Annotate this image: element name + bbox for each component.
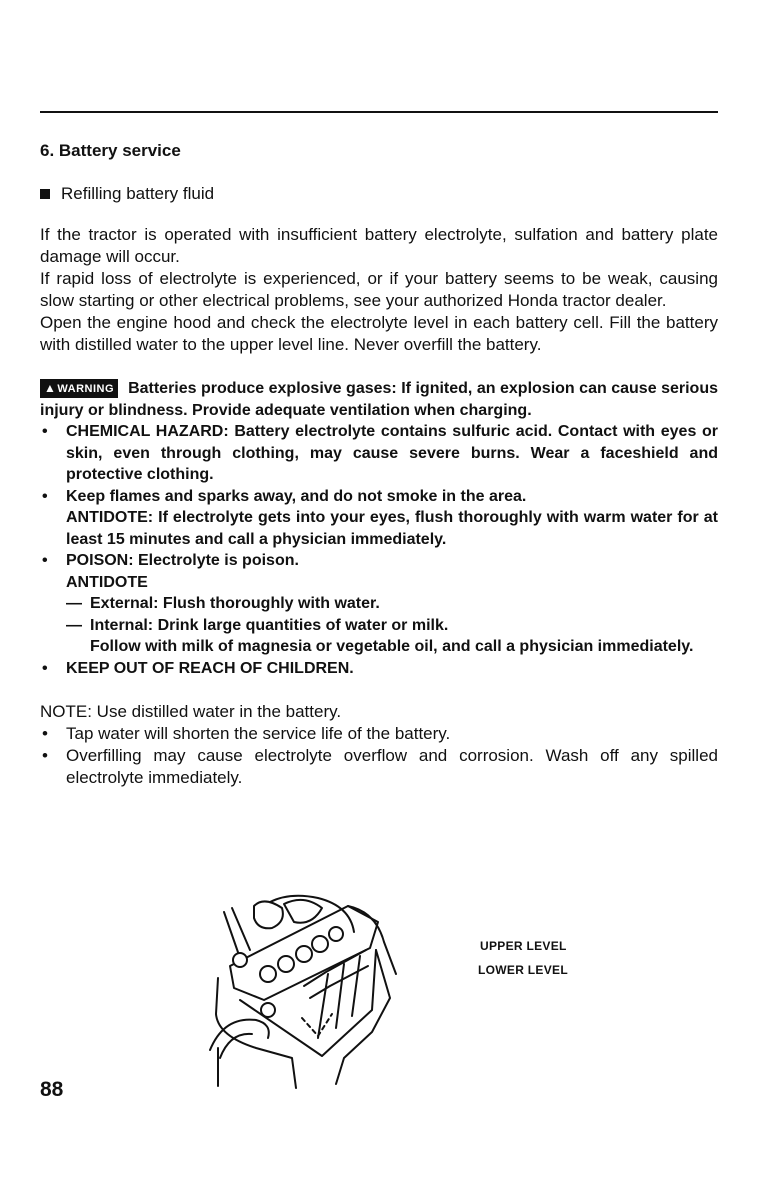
note-item-text: Overfilling may cause electrolyte overflow and corrosion. Wash off any spilled electrolyte immediately. [66, 746, 718, 787]
lower-level-label: LOWER LEVEL [478, 963, 568, 977]
cell-cap-icon [329, 927, 343, 941]
note-item [40, 745, 718, 789]
internal-instruction [66, 615, 718, 637]
dashed-level [302, 1014, 332, 1036]
note-block [40, 701, 718, 789]
subheading-text: Refilling battery fluid [61, 184, 215, 203]
antidote-heading: ANTIDOTE [66, 573, 148, 591]
warning-intro-text: Batteries produce explosive gases: If ignited, an explosion can cause serious injury or blindness. Provide adequate ventilation when charging. [40, 380, 718, 419]
square-bullet-icon [40, 189, 50, 199]
warning-intro [40, 378, 718, 421]
external-text: External: Flush thoroughly with water. [90, 595, 380, 612]
page-number: 88 [40, 1078, 64, 1101]
subheading [40, 182, 718, 206]
cell-cap-icon [233, 953, 247, 967]
warning-item-text: POISON: Electrolyte is poison. [66, 552, 299, 569]
antidote-text: ANTIDOTE: If electrolyte gets into your eyes, flush thoroughly with warm water for at least 15 minutes and call a physician immediately. [66, 509, 718, 548]
bullet-icon: • [42, 724, 48, 743]
warning-item-text: Keep flames and sparks away, and do not smoke in the area. [66, 487, 527, 505]
body-text [40, 224, 718, 356]
cell-cap-icon [312, 936, 328, 952]
manual-content [40, 138, 718, 789]
note-list [40, 723, 718, 789]
bullet-icon: • [42, 659, 48, 677]
battery-terminal [254, 901, 283, 928]
strap-left [224, 908, 250, 958]
warning-item [40, 658, 718, 680]
paragraph: If rapid loss of electrolyte is experienced, or if your battery seems to be weak, causing slow starting or other electrical problems, see your authorized Honda tractor dealer. [40, 269, 718, 310]
cell-cap-icon [260, 966, 276, 982]
warning-item-text: CHEMICAL HAZARD: Battery electrolyte contains sulfuric acid. Contact with eyes or skin, even through clothing, may cause severe burns. Wear a faceshield and protective clothing. [66, 423, 718, 483]
internal-text: Internal: Drink large quantities of water or milk. [90, 616, 449, 634]
dash-icon: — [66, 616, 82, 634]
battery-clamp [284, 900, 322, 923]
warning-item [40, 421, 718, 486]
note-item [40, 723, 718, 745]
paragraph: Open the engine hood and check the electrolyte level in each battery cell. Fill the battery with distilled water to the upper level line. Never overfill the battery. [40, 313, 718, 354]
section-title: 6. Battery service [40, 141, 181, 160]
bullet-icon: • [42, 746, 48, 765]
cell-cap-icon [296, 946, 312, 962]
hose-end-icon [261, 1003, 275, 1017]
follow-instruction: Follow with milk of magnesia or vegetable oil, and call a physician immediately. [90, 638, 694, 655]
battery-illustration [200, 888, 410, 1100]
battery-side-left [216, 978, 296, 1088]
cell-cap-icon [278, 956, 294, 972]
upper-level-label: UPPER LEVEL [480, 939, 567, 953]
bullet-icon: • [42, 552, 48, 569]
warning-item [40, 486, 718, 551]
warning-badge [40, 379, 118, 398]
warning-item-text: KEEP OUT OF REACH OF CHILDREN. [66, 659, 354, 677]
bullet-icon: • [42, 487, 48, 505]
top-rule [40, 111, 718, 113]
external-instruction [66, 593, 718, 615]
paragraph: If the tractor is operated with insufficient battery electrolyte, sulfation and battery plate damage will occur. [40, 225, 718, 266]
warning-list [40, 421, 718, 679]
battery-front-edge [240, 950, 376, 1056]
dash-icon: — [66, 595, 82, 612]
warning-triangle-icon: ▲ [44, 381, 57, 395]
warning-block [40, 378, 718, 679]
bullet-icon: • [42, 423, 48, 440]
note-text: NOTE: Use distilled water in the battery. [40, 702, 342, 721]
warning-badge-text: WARNING [57, 383, 115, 395]
warning-item [40, 550, 718, 658]
note-item-text: Tap water will shorten the service life of the battery. [66, 724, 451, 743]
lower-level-line [310, 966, 368, 998]
